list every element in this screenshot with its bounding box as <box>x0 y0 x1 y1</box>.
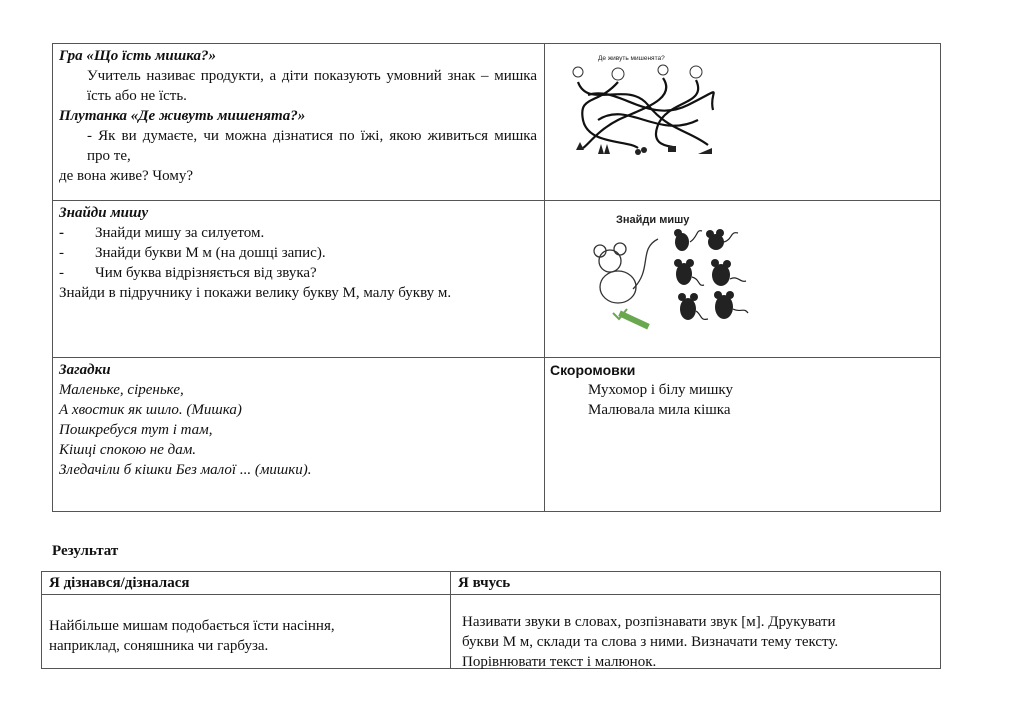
result-col1-header: Я дізнався/дізналася <box>49 575 190 591</box>
riddles-title: Загадки <box>59 362 111 378</box>
result-col2-header: Я вчусь <box>458 575 511 591</box>
cell-tongue-twisters <box>550 360 935 420</box>
row-find-mouse <box>53 201 940 358</box>
riddle-line: Зледачіли б кішки Без малої ... (мишки). <box>59 462 312 478</box>
list-marker: - <box>59 225 64 241</box>
list-item <box>59 263 537 283</box>
list-item <box>59 243 537 263</box>
list-text: Знайди букви М м (на дошці запис). <box>95 245 326 261</box>
result-title: Результат <box>52 543 119 559</box>
tangle-title: Плутанка «Де живуть мишенята?» <box>59 108 306 124</box>
silhouette-caption: Знайди мишу <box>616 214 690 226</box>
result-col2-line: Порівнювати текст і малюнок. <box>462 654 657 670</box>
tongue-twister-line: Мухомор і білу мишку <box>588 382 733 398</box>
cell-find-mouse-text <box>59 203 537 303</box>
cell-riddles <box>59 360 537 480</box>
tangle-question-end: де вона живе? Чому? <box>59 168 194 184</box>
tangle-question: - Як ви думаєте, чи можна дізнатися по їжі, якою живиться мишка про те, <box>87 128 537 164</box>
result-table <box>41 571 941 669</box>
silhouette-image <box>578 209 758 339</box>
riddle-line: Пошкребуся тут і там, <box>59 422 213 438</box>
list-text: Знайди мишу за силуетом. <box>95 225 265 241</box>
list-marker: - <box>59 245 64 261</box>
row-riddles <box>53 358 940 512</box>
lesson-table <box>52 43 941 512</box>
list-text: Чим буква відрізняється від звука? <box>95 265 317 281</box>
riddle-line: Кішці спокою не дам. <box>59 442 197 458</box>
list-marker: - <box>59 265 64 281</box>
game-description: Учитель називає продукти, а діти показують умовний знак – мишка їсть або не їсть. <box>87 68 537 104</box>
result-col2-line: Називати звуки в словах, розпізнавати звук [м]. Друкувати <box>462 614 836 630</box>
result-col1-line: наприклад, соняшника чи гарбуза. <box>49 638 269 654</box>
cell-game-text <box>59 46 537 186</box>
find-mouse-final: Знайди в підручнику і покажи велику букву М, малу букву м. <box>59 285 452 301</box>
result-col1-text <box>49 616 335 656</box>
maze-image <box>568 50 728 165</box>
riddle-line: Маленьке, сіреньке, <box>59 382 184 398</box>
list-item <box>59 223 537 243</box>
riddle-line: А хвостик як шило. (Мишка) <box>59 402 242 418</box>
maze-caption: Де живуть мишенята? <box>598 55 665 62</box>
tongue-twisters-title: Скоромовки <box>550 362 636 378</box>
result-col1-line: Найбільше мишам подобається їсти насіння, <box>49 618 335 634</box>
result-col2-text <box>462 612 838 672</box>
result-col2-line: букви М м, склади та слова з ними. Визначати тему тексту. <box>462 634 839 650</box>
row-game <box>53 44 940 201</box>
tongue-twister-line: Малювала мила кішка <box>588 402 731 418</box>
game-title: Гра «Що їсть мишка?» <box>59 48 216 64</box>
find-mouse-title: Знайди мишу <box>59 205 149 221</box>
